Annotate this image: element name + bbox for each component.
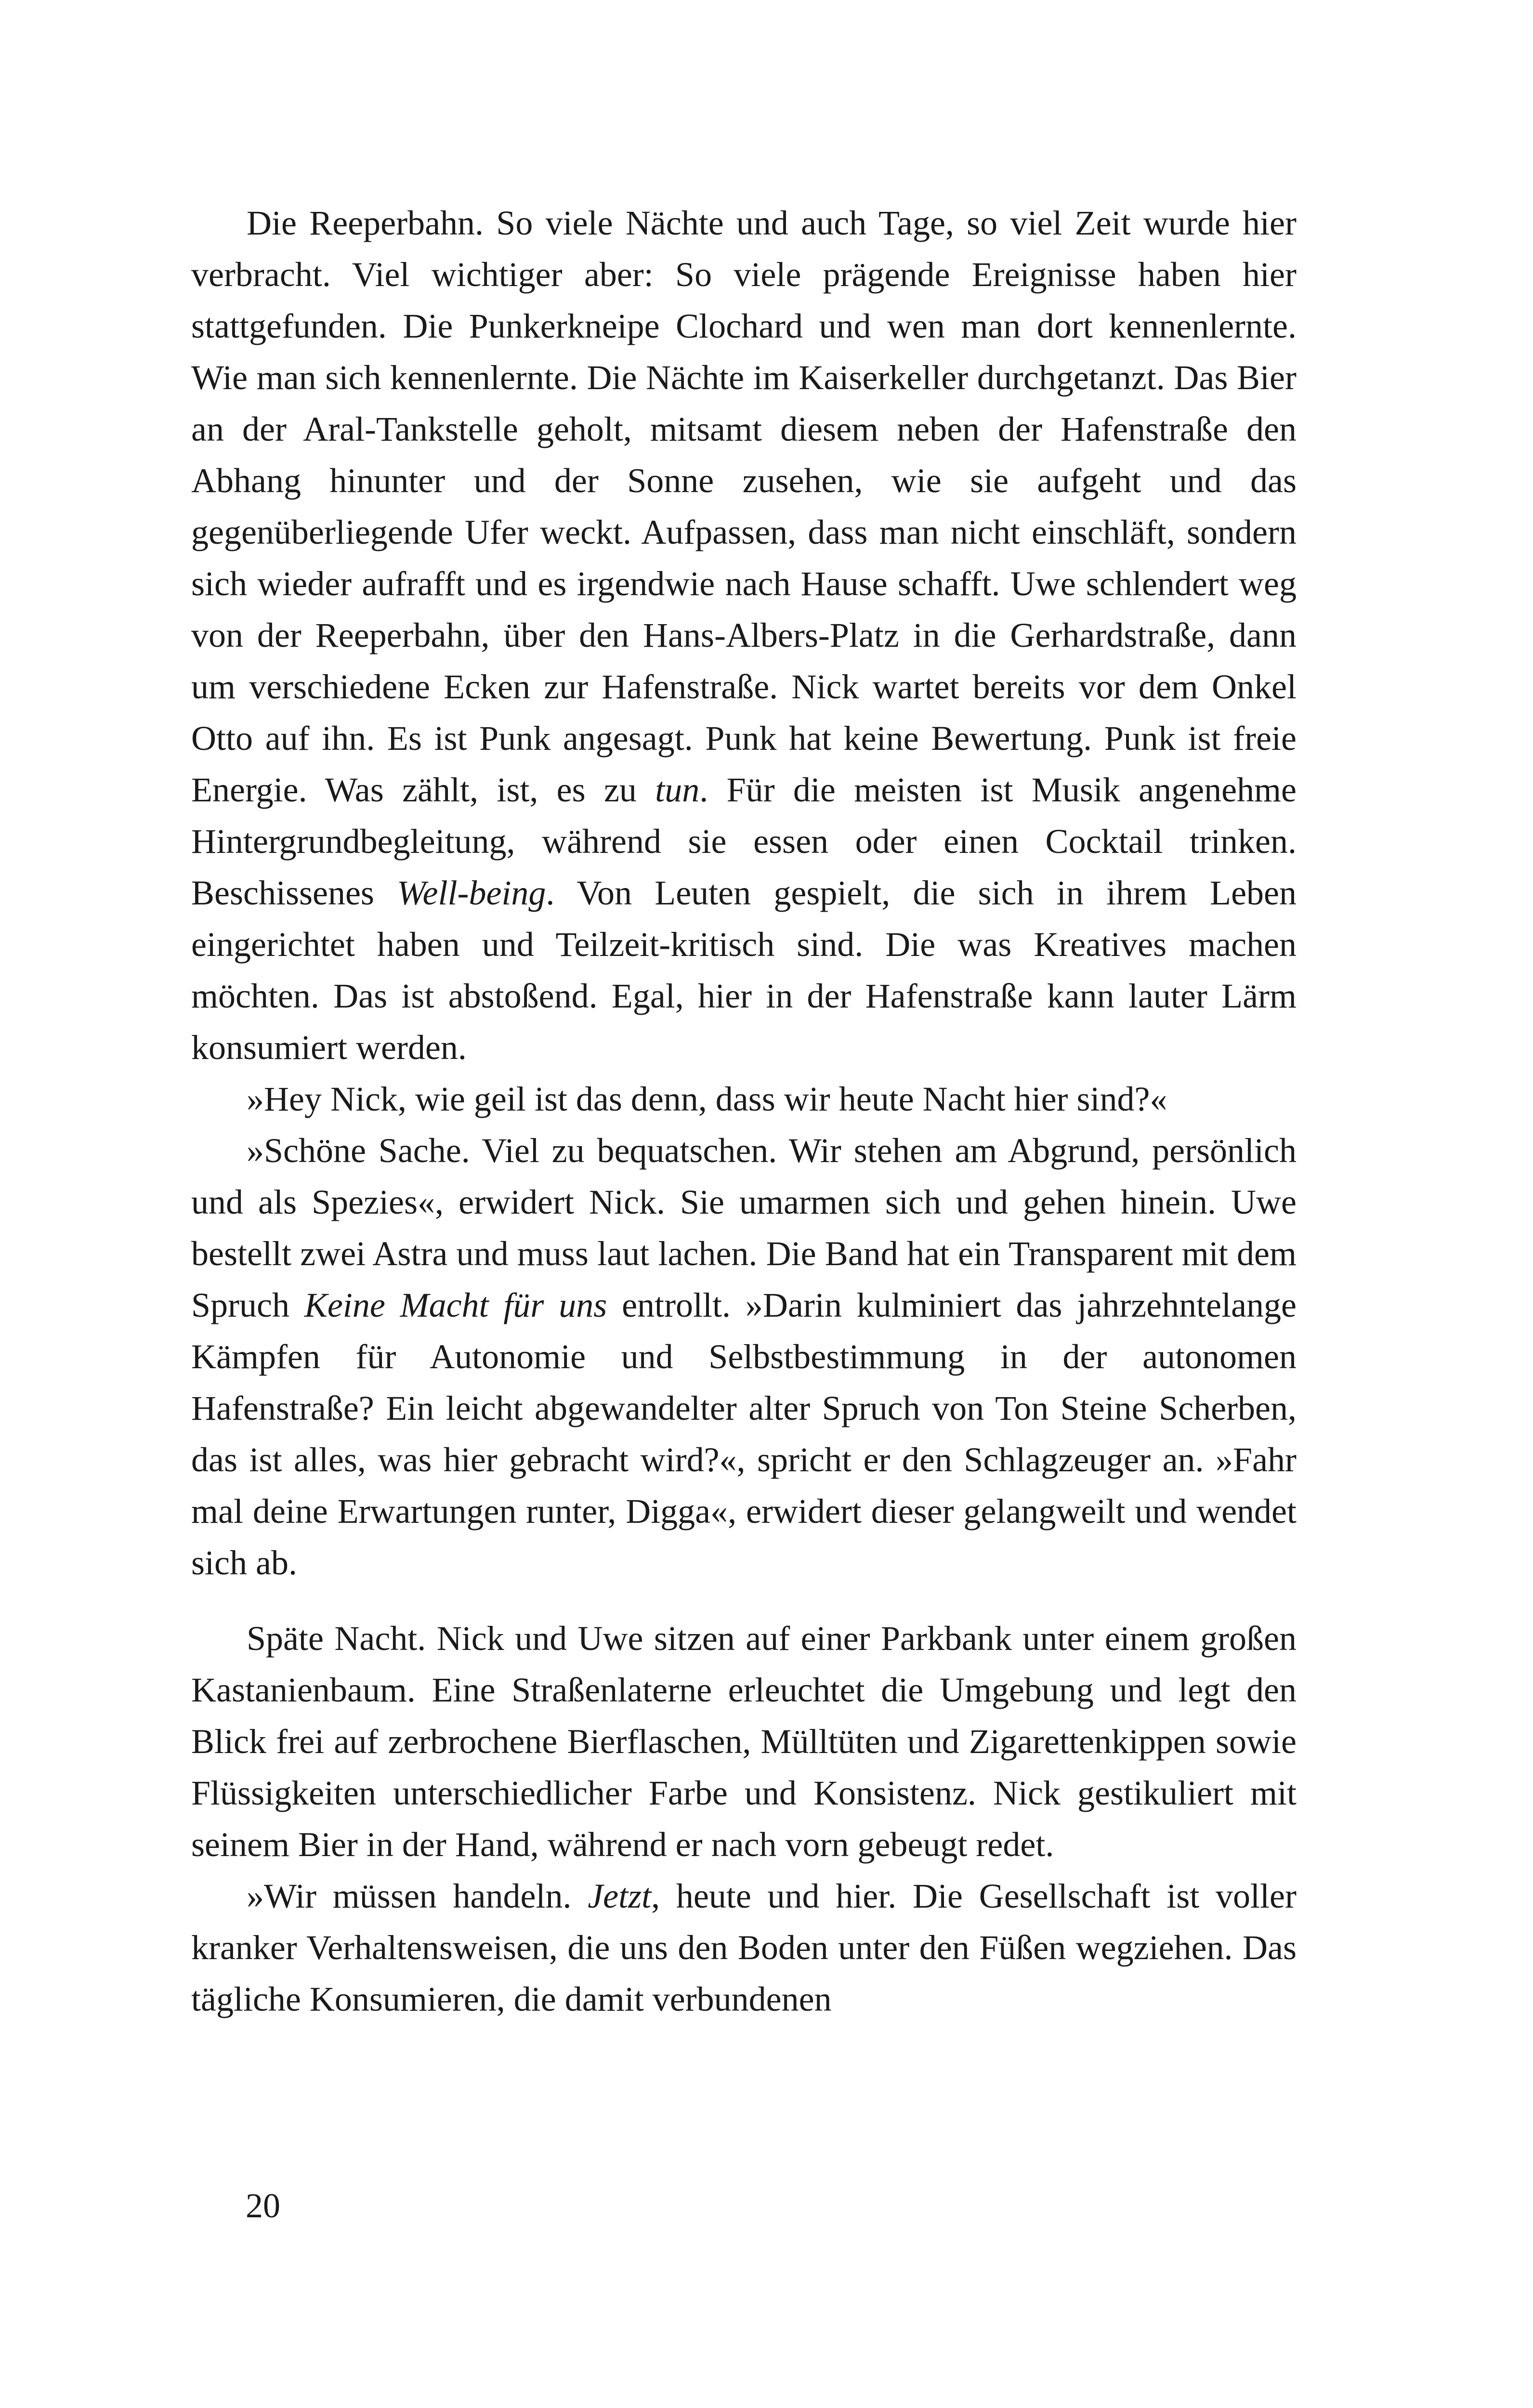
paragraph xyxy=(191,1613,1297,1871)
text-segment: . Für die meisten ist Musik angenehme Hintergrundbegleitung, während sie essen oder einen Cocktail trinken. Beschissenes xyxy=(191,771,1297,912)
paragraph xyxy=(191,1871,1297,2025)
italic-segment: Well-being xyxy=(397,874,546,912)
italic-segment: tun xyxy=(655,771,700,809)
body-text xyxy=(191,197,1297,2025)
italic-segment: Jetzt xyxy=(588,1877,652,1915)
paragraph xyxy=(191,1125,1297,1589)
text-segment: . Von Leuten gespielt, die sich in ihrem Leben eingerichtet haben und Teilzeit-kritisch sind. Die was Kreatives machen möchten. Das ist abstoßend. Egal, hier in der Hafenstraße kann lauter Lärm konsumiert werden. xyxy=(191,874,1297,1067)
text-segment: »Wir müssen handeln. xyxy=(247,1877,588,1915)
page-number: 20 xyxy=(246,2186,280,2225)
italic-segment: Keine Macht für uns xyxy=(304,1286,607,1324)
text-segment: entrollt. »Darin kulminiert das jahrzehntelange Kämpfen für Autonomie und Selbstbestimmung in der autonomen Hafenstraße? Ein leicht abgewandelter alter Spruch von Ton Steine Scherben, das ist alles, was hier gebracht wird?«, spricht er den Schlagzeuger an. »Fahr mal deine Erwartungen runter, Digga«, erwidert dieser gelangweilt und wendet sich ab. xyxy=(191,1286,1297,1582)
paragraph xyxy=(191,1073,1297,1125)
paragraph xyxy=(191,197,1297,1073)
text-segment: »Schöne Sache. Viel zu bequatschen. Wir stehen am Abgrund, persönlich und als Spezies«, erwidert Nick. Sie umarmen sich und gehen hinein. Uwe bestellt zwei Astra und muss laut lachen. Die Band hat ein Transparent mit dem Spruch xyxy=(191,1131,1297,1324)
text-segment: , heute und hier. Die Gesellschaft ist voller kranker Verhaltensweisen, die uns den Boden unter den Füßen wegziehen. Das tägliche Konsumieren, die damit verbundenen xyxy=(191,1877,1297,2018)
text-segment: »Hey Nick, wie geil ist das denn, dass wir heute Nacht hier sind?« xyxy=(247,1080,1167,1118)
text-segment: Späte Nacht. Nick und Uwe sitzen auf einer Parkbank unter einem großen Kastanienbaum. Eine Straßenlaterne erleuchtet die Umgebung und legt den Blick frei auf zerbrochene Bierflaschen, Mülltüten und Zigarettenkippen sowie Flüssigkeiten unterschiedlicher Farbe und Konsistenz. Nick gestikuliert mit seinem Bier in der Hand, während er nach vorn gebeugt redet. xyxy=(191,1619,1297,1864)
text-segment: Die Reeperbahn. So viele Nächte und auch Tage, so viel Zeit wurde hier verbracht. Viel wichtiger aber: So viele prägende Ereignisse haben hier stattgefunden. Die Punkerkneipe Clochard und wen man dort kennenlernte. Wie man sich kennenlernte. Die Nächte im Kaiserkeller durchgetanzt. Das Bier an der Aral-Tankstelle geholt, mitsamt diesem neben der Hafenstraße den Abhang hinunter und der Sonne zusehen, wie sie aufgeht und das gegenüberliegende Ufer weckt. Aufpassen, dass man nicht einschläft, sondern sich wieder aufrafft und es irgendwie nach Hause schafft. Uwe schlendert weg von der Reeperbahn, über den Hans-Albers-Platz in die Gerhardstraße, dann um verschiedene Ecken zur Hafenstraße. Nick wartet bereits vor dem Onkel Otto auf ihn. Es ist Punk angesagt. Punk hat keine Bewertung. Punk ist freie Energie. Was zählt, ist, es zu xyxy=(191,204,1297,809)
